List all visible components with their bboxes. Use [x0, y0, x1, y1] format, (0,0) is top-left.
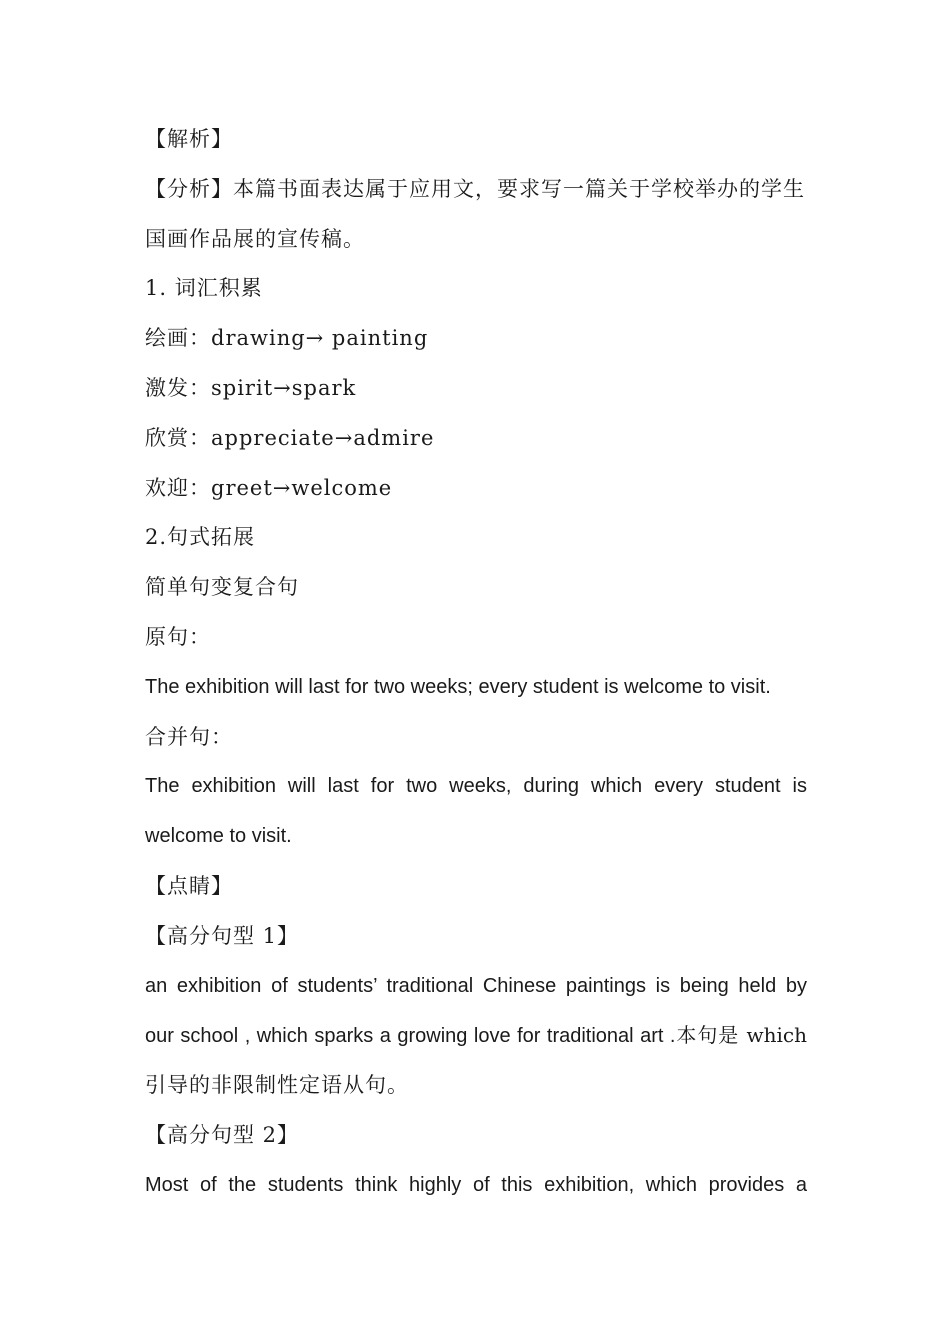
vocab-item: 欣赏：appreciate→admire — [145, 425, 435, 450]
vocab-item: 欢迎：greet→welcome — [145, 475, 393, 500]
combined-sentence-line-1: The exhibition will last for two weeks, during which every student is — [145, 775, 807, 798]
document-page — [145, 115, 807, 1211]
sentence-type-1-line-3: 引导的非限制性定语从句。 — [145, 1073, 409, 1098]
vocab-item: 激发：spirit→spark — [145, 375, 357, 400]
sentence-type-2-label: 【高分句型 2】 — [145, 1122, 300, 1147]
vocab-item: 绘画：drawing→ painting — [145, 326, 429, 351]
vocab-title: 1. 词汇积累 — [145, 276, 263, 301]
combined-label: 合并句： — [145, 724, 233, 749]
sentence-title: 2.句式拓展 — [145, 525, 256, 550]
sentence-type-1-line-2-chinese: 本句是 which — [675, 1023, 807, 1048]
analysis-line-1: 【分析】本篇书面表达属于应用文，要求写一篇关于学校举办的学生 — [145, 176, 805, 201]
original-sentence: The exhibition will last for two weeks; every student is welcome to visit. — [145, 675, 771, 698]
analysis-heading: 【解析】 — [145, 127, 233, 151]
sentence-type-1-line-2 — [145, 1011, 807, 1061]
sentence-type-1-label: 【高分句型 1】 — [145, 923, 300, 948]
highlight-label: 【点睛】 — [145, 873, 233, 898]
combined-sentence-line-2: welcome to visit. — [145, 825, 292, 848]
sentence-type-1-line-1: an exhibition of students’ traditional Chinese paintings is being held by — [145, 974, 807, 997]
sentence-type-2-line-1: Most of the students think highly of this exhibition, which provides a — [145, 1173, 807, 1196]
sentence-subtitle: 简单句变复合句 — [145, 575, 299, 600]
original-label: 原句： — [145, 624, 211, 649]
analysis-line-2: 国画作品展的宣传稿。 — [145, 226, 365, 251]
sentence-type-1-line-2-english: our school , which sparks a growing love for traditional art . — [145, 1025, 676, 1048]
